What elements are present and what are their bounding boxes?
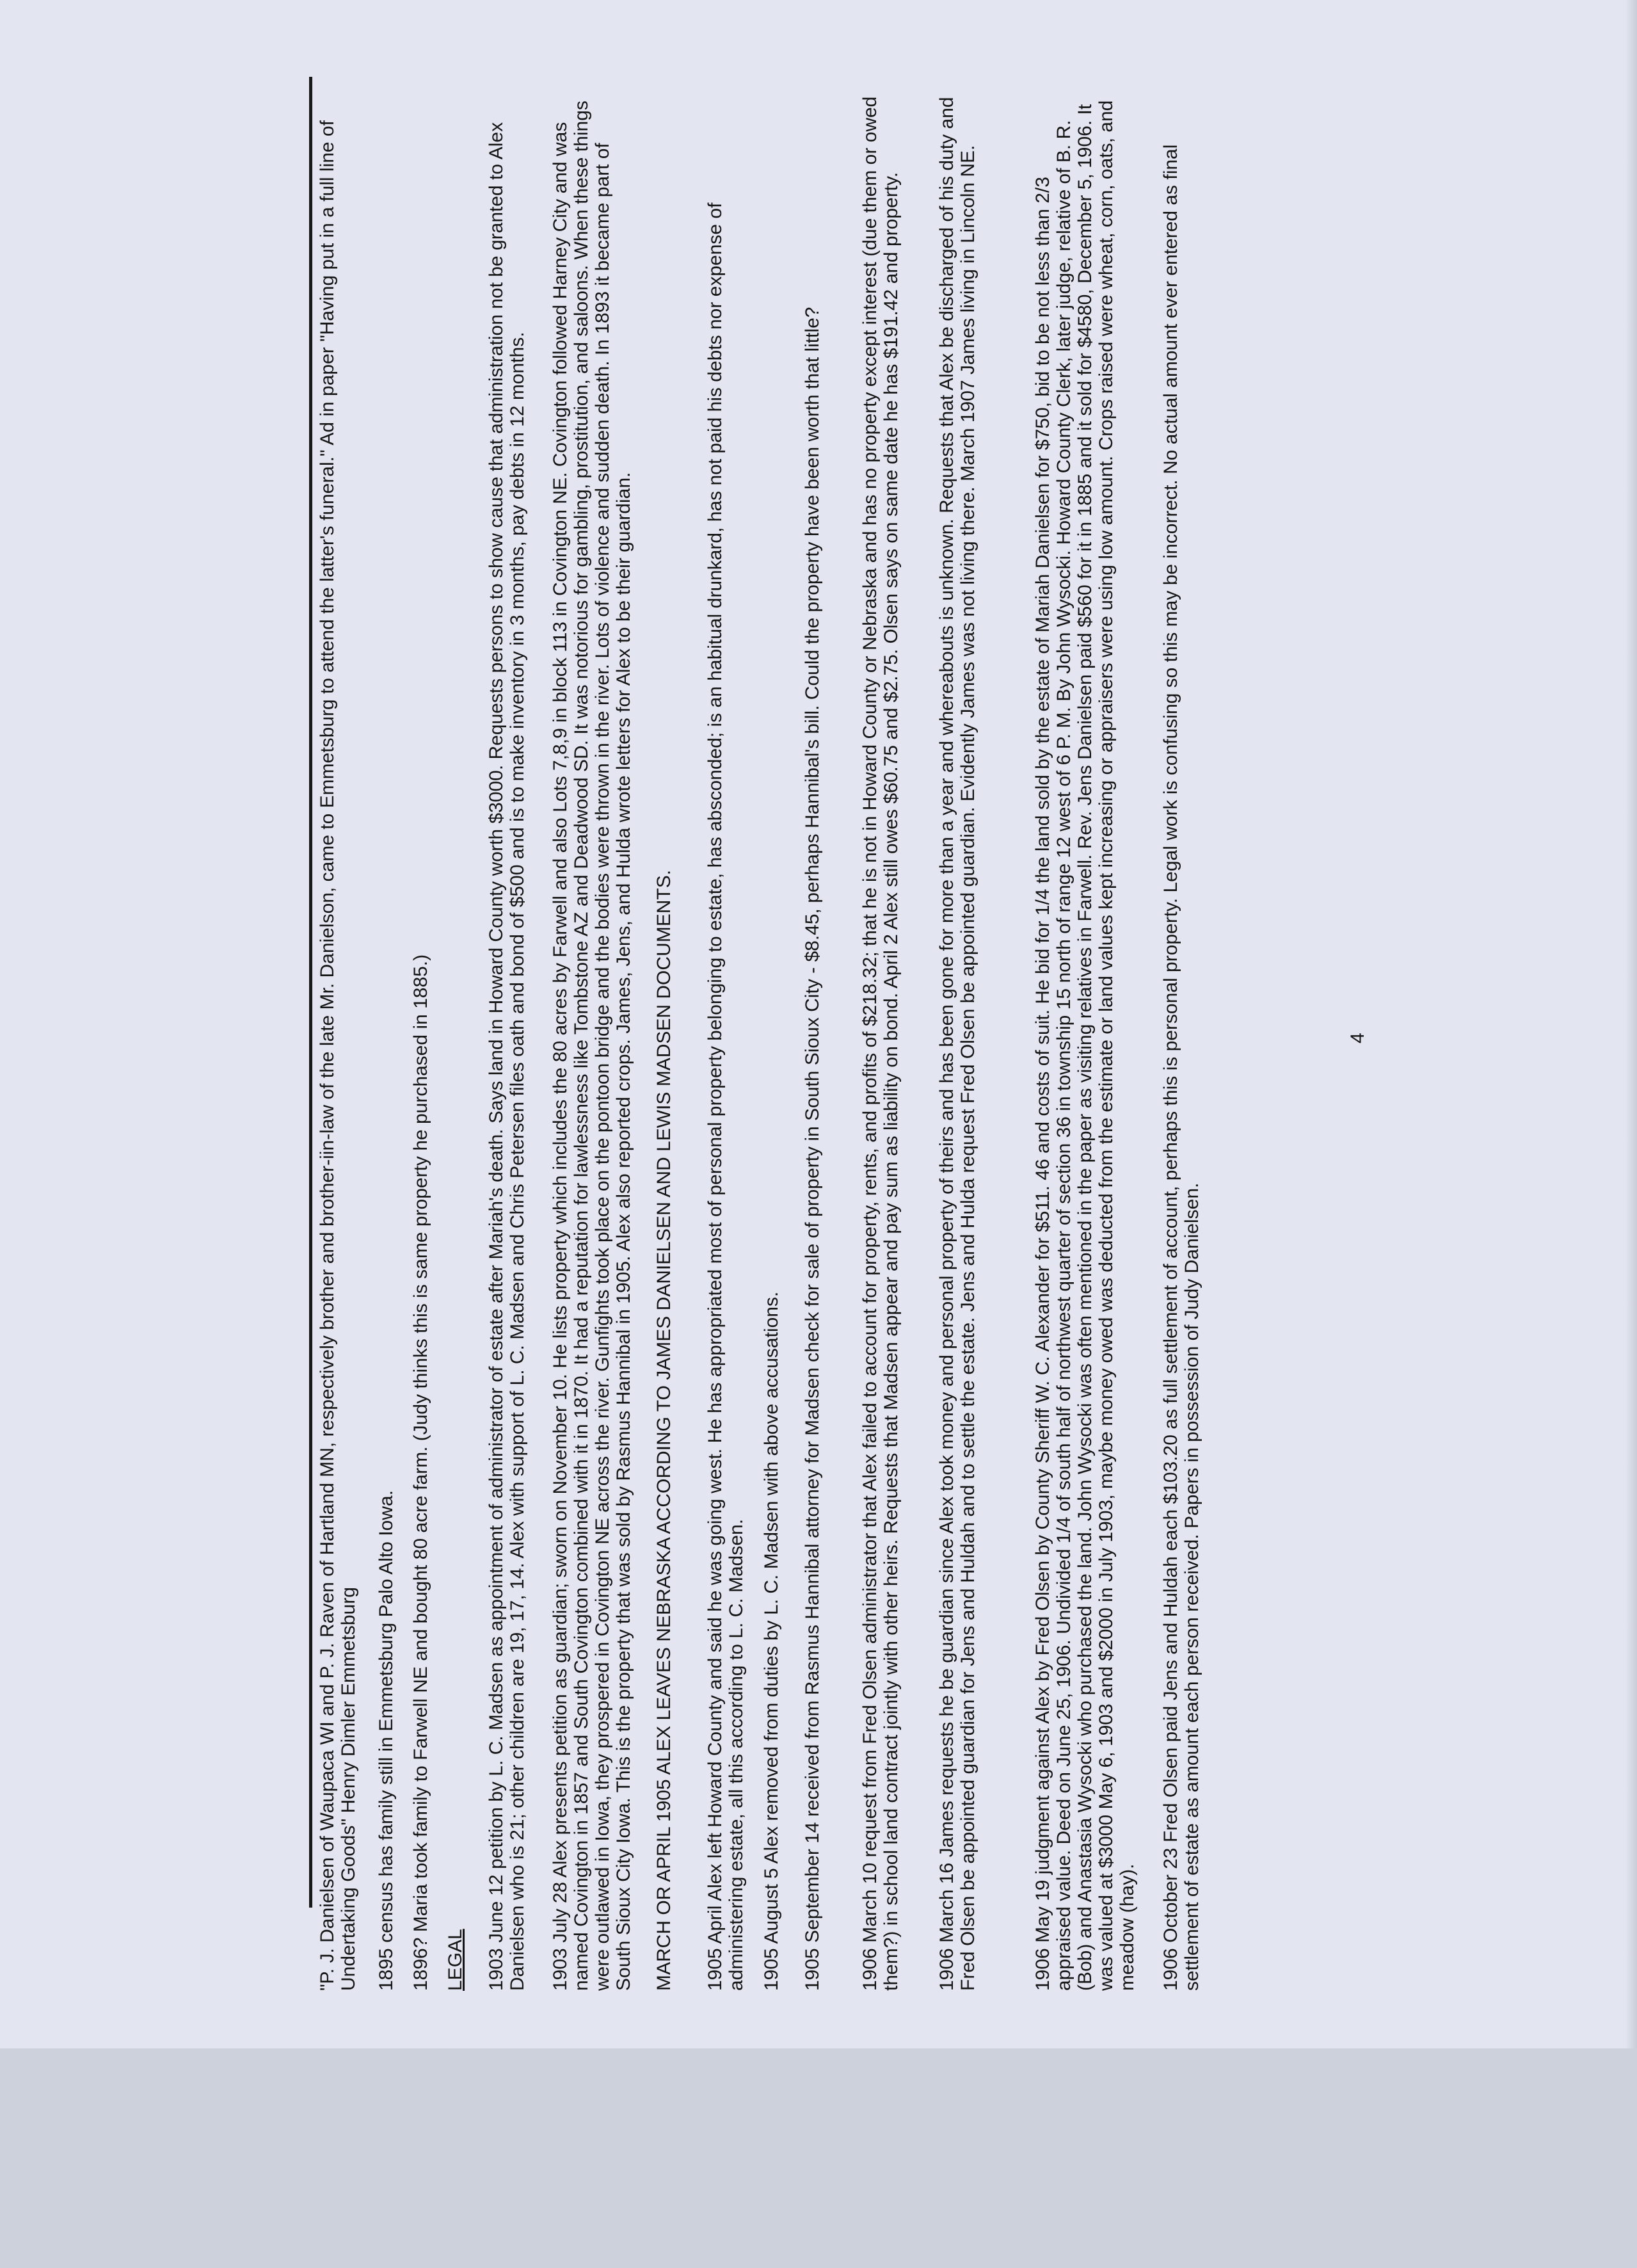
paragraph-1905-august: 1905 August 5 Alex removed from duties by L. C. Madsen with above accusations.	[761, 1291, 782, 1991]
paragraph-1903-june-petition: 1903 June 12 petition by L. C. Madsen as appointment of administrator of estate after Mariah's death. Says land in Howard County worth $3000. Requests persons to show cause that administration not be granted to Alex Danielsen who is 21; other children are 19, 17, 14. Alex with support of L. C. Madsen and Chris Petersen files oath and bond of $500 and is to make inventory in 3 months, pay debts in 12 months.	[486, 122, 528, 1991]
sheet-edge-shadow	[1625, 0, 1637, 2048]
paragraph-1906-may-19: 1906 May 19 judgment against Alex by Fred Olsen by County Sheriff W. C. Alexander for $511. 46 and costs of suit. He bid for 1/4 the land sold by the estate of Mariah Danielsen for $750, bid to be not less than 2/3 appraised value. Deed on June 25, 1906. Undivided 1/4 of south half of northwest quarter of section 36 in township 15 north of range 12 west of 6 P. M. By John Wysocki. Howard County Clerk, later judge, relative of B. R. (Bob) and Anastasia Wysocki who purchased the land. John Wysocki was often mentioned in the paper as visiting relatives in Farwell. Rev. Jens Danielsen paid $560 for it in 1885 and it sold for $4580, December 5, 1906. It was valued at $3000 May 6, 1903 and $2000 in July 1903, maybe money owed was deducted from the estimate or land values kept increasing or appraisers were using low amount. Crops raised were wheat, corn, oats, and meadow (hay).	[1032, 100, 1138, 1991]
legal-heading: LEGAL	[445, 1929, 466, 1991]
paragraph-1895-census: 1895 census has family still in Emmetsburg Palo Alto Iowa.	[376, 1490, 397, 1991]
page-number: 4	[1347, 1033, 1368, 1043]
header-rule	[309, 77, 312, 1908]
paragraph-1896-farwell: 1896? Maria took family to Farwell NE and bought 80 acre farm. (Judy thinks this is same property he purchased in 1885.)	[410, 954, 431, 1991]
paragraph-1905-heading: MARCH OR APRIL 1905 ALEX LEAVES NEBRASKA ACCORDING TO JAMES DANIELSEN AND LEWIS MADSEN DOCUMENTS.	[653, 869, 675, 1991]
paragraph-funeral-notice: "P. J. Danielsen of Waupaca WI and P. J. Raven of Hartland MN, respectively brother and brother-iin-law of the late Mr. Danielson, came to Emmetsburg to attend the latter's funeral." Ad in paper "Having put in a full line of Undertaking Goods" Henry Dimler Emmetsburg	[317, 120, 359, 1991]
paragraph-1905-september: 1905 September 14 received from Rasmus Hannibal attorney for Madsen check for sale of property in South Sioux City - $8.45, perhaps Hannibal's bill. Could the property have been worth that little?	[802, 307, 823, 1991]
paragraph-1906-march-10: 1906 March 10 request from Fred Olsen administrator that Alex failed to account for property, rents, and profits of $218.32; that he is not in Howard County or Nebraska and has no property except interest (due them or owed them?) in school land contract jointly with other heirs. Requests that Madsen appear and pay sum as liability on bond. April 2 Alex still owes $60.75 and $2.75. Olsen says on same date he has $191.42 and property.	[859, 96, 902, 1991]
paragraph-1903-july-guardian: 1903 July 28 Alex presents petition as guardian; sworn on November 10. He lists property which includes the 80 acres by Farwell and also Lots 7,8,9 in block 113 in Covington NE. Covington followed Harney City and was named Covington in 1857 and South Covington combined with it in 1870. It had a reputation for lawlessness like Tombstone AZ and Deadwood SD. It was notorious for gambling, prostitution, and saloons. When these things were outlawed in Iowa, they prospered in Covington NE across the river. Gunfights took place on the pontoon bridge and the bodies were thrown in the river. Lots of violence and sudden death. In 1893 it became part of South Sioux City Iowa. This is the property that was sold by Rasmus Hannibal in 1905. Alex also reported crops. James, Jens, and Hulda wrote letters for Alex to be their guardian.	[550, 101, 634, 1991]
scanner-bed-strip	[0, 2048, 1637, 2268]
paragraph-1906-october-23: 1906 October 23 Fred Olsen paid Jens and Huldah each $103.20 as full settlement of account, perhaps this is personal property. Legal work is confusing so this may be incorrect. No actual amount ever entered as final settlement of estate as amount each person received. Papers in possession of Judy Danielsen.	[1160, 144, 1202, 1991]
document-page	[317, 32, 1597, 1991]
paragraph-1906-march-16: 1906 March 16 James requests he be guardian since Alex took money and personal property of theirs and has been gone for more than a year and whereabouts is unknown. Requests that Alex be discharged of his duty and Fred Olsen be appointed guardian for Jens and Huldah and to settle the estate. Jens and Hulda request Fred Olsen be appointed guardian. Evidently James was not living there. March 1907 James living in Lincoln NE.	[936, 97, 978, 1991]
paragraph-1905-april: 1905 April Alex left Howard County and said he was going west. He has appropriated most of personal property belonging to estate, has absconded; is an habitual drunkard, has not paid his debts nor expense of administering estate, all this according to L. C. Madsen.	[705, 202, 747, 1991]
